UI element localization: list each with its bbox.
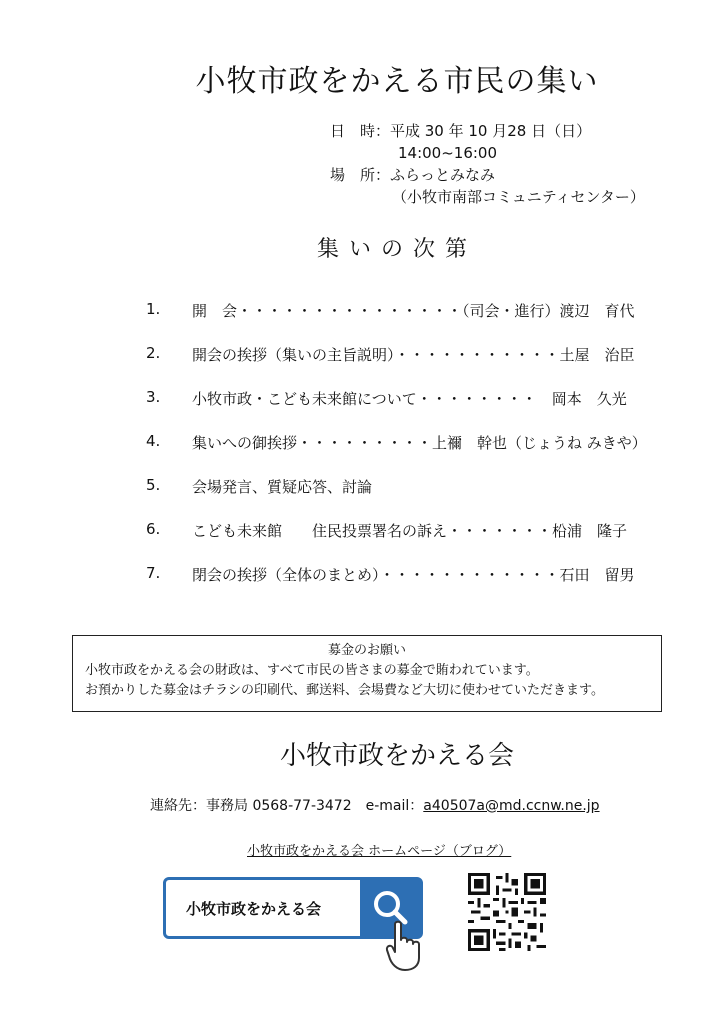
event-info [330, 120, 645, 208]
agenda-item [146, 300, 678, 344]
donation-appeal-line: 小牧市政をかえる会の財政は、すべて市民の皆さまの募金で賄われています。 [85, 663, 539, 678]
agenda-text: 会場発言、質疑応答、討論 [192, 478, 373, 496]
agenda-text: 閉会の挨拶（全体のまとめ）・・・・・・・・・・・・石田 留男 [192, 566, 635, 584]
search-box-illustration [163, 877, 423, 939]
contact-info [150, 795, 600, 815]
agenda-item [146, 344, 678, 388]
donation-appeal-title: 募金のお願い [327, 643, 406, 658]
agenda-heading: 集いの次第 [316, 237, 477, 262]
donation-appeal-line: お預かりした募金はチラシの印刷代、郵送料、会場費など大切に使わせていただきます。 [85, 683, 604, 698]
agenda-number: 3. [146, 388, 161, 406]
organization-name: 小牧市政をかえる会 [279, 741, 514, 771]
agenda-number: 4. [146, 432, 161, 450]
agenda-item [146, 476, 678, 520]
venue-line: （小牧市南部コミュニティセンター） [392, 188, 645, 206]
place-line: 場 所：ふらっとみなみ [330, 166, 496, 184]
qr-code-icon [468, 873, 546, 951]
date-line: 日 時：平成 30 年 10 月28 日（日） [330, 122, 592, 140]
agenda-item [146, 564, 678, 608]
time-line: 14:00~16:00 [398, 144, 498, 162]
donation-appeal-box [72, 635, 662, 712]
agenda-number: 6. [146, 520, 161, 538]
page-title: 小牧市政をかえる市民の集い [195, 64, 599, 99]
agenda-text: 開会の挨拶（集いの主旨説明）・・・・・・・・・・・土屋 治臣 [192, 346, 635, 364]
agenda-text: 開 会・・・・・・・・・・・・・・・（司会・進行）渡辺 育代 [192, 302, 635, 320]
pointing-hand-icon [385, 920, 431, 972]
agenda-list [146, 300, 678, 608]
agenda-number: 5. [146, 476, 161, 494]
homepage-link[interactable]: 小牧市政をかえる会 ホームページ（ブログ） [247, 844, 512, 859]
email-link[interactable]: a40507a@md.ccnw.ne.jp [423, 798, 600, 814]
agenda-text: 集いへの御挨拶・・・・・・・・・上禰 幹也（じょうね みきや） [192, 434, 647, 452]
agenda-text: 小牧市政・こども未来館について・・・・・・・・ 岡本 久光 [192, 390, 627, 408]
contact-label: 連絡先：事務局 0568-77-3472 e-mail： [150, 798, 424, 814]
agenda-number: 1. [146, 300, 161, 318]
agenda-item [146, 432, 678, 476]
agenda-number: 2. [146, 344, 161, 362]
agenda-text: こども未来館 住民投票署名の訴え・・・・・・・柗浦 隆子 [192, 522, 628, 540]
agenda-item [146, 388, 678, 432]
search-query-text: 小牧市政をかえる会 [186, 900, 322, 918]
agenda-number: 7. [146, 564, 161, 582]
agenda-item [146, 520, 678, 564]
